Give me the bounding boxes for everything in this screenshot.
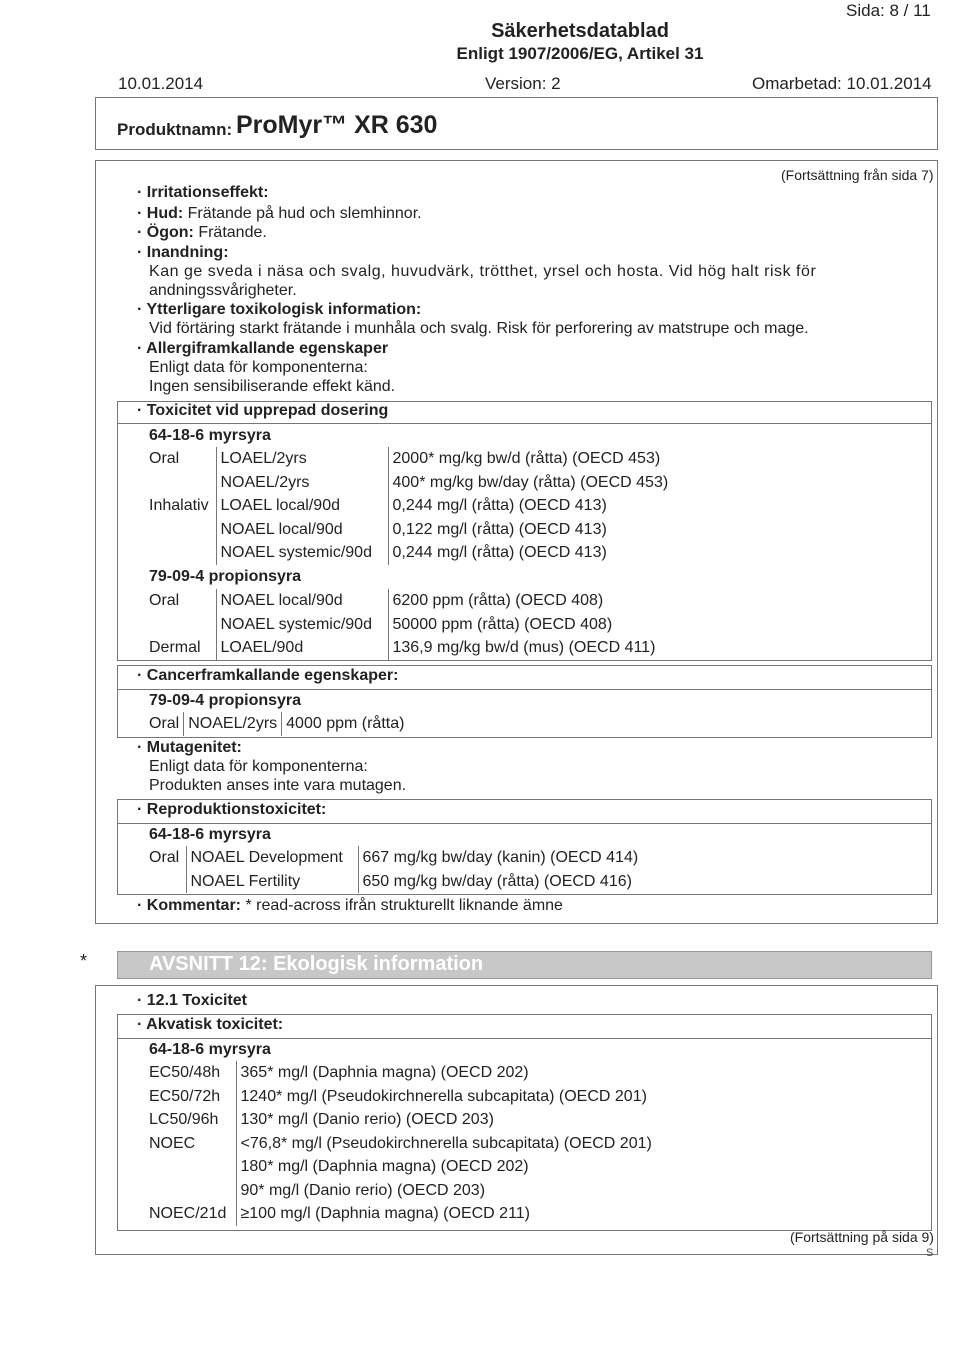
table-row — [145, 518, 688, 542]
table-row — [145, 471, 688, 495]
table-row — [145, 870, 678, 894]
route: Oral — [149, 592, 180, 609]
irritation-label: · Irritationseffekt: — [137, 184, 269, 201]
repeated-dose-table-2 — [145, 589, 688, 660]
section-12-title: AVSNITT 12: Ekologisk information — [149, 953, 484, 975]
revision-marker: * — [80, 951, 88, 971]
reproductive-table — [145, 846, 678, 893]
mutagenicity-line-2: Produkten anses inte vara mutagen. — [149, 777, 407, 794]
table-row — [145, 1085, 696, 1109]
table-row — [145, 1179, 696, 1203]
endpoint: NOAEL Fertility — [186, 870, 358, 894]
value: 365* mg/l (Daphnia magna) (OECD 202) — [236, 1061, 696, 1085]
inhalation-label: · Inandning: — [137, 244, 229, 261]
eyes-label: · Ögon: — [137, 224, 194, 241]
mutagenicity-line-1: Enligt data för komponenterna: — [149, 758, 368, 775]
skin-text: Frätande på hud och slemhinnor. — [183, 205, 422, 222]
continued-from: (Fortsättning från sida 7) — [781, 167, 934, 183]
comment-entry — [137, 897, 563, 915]
route — [145, 518, 216, 542]
page-number: Sida: 8 / 11 — [846, 1, 931, 20]
value: 400* mg/kg bw/day (råtta) (OECD 453) — [388, 471, 688, 495]
toxicity-subheading: · 12.1 Toxicitet — [137, 992, 247, 1009]
value: 136,9 mg/kg bw/d (mus) (OECD 411) — [388, 636, 688, 660]
comment-text: * read-across ifrån strukturellt liknande ämne — [241, 897, 563, 914]
divider — [117, 423, 932, 424]
product-name: ProMyr™ XR 630 — [236, 111, 438, 139]
inhalation-line-2: andningssvårigheter. — [149, 282, 297, 299]
substance-propionic-acid: 79-09-4 propionsyra — [149, 568, 302, 585]
divider — [117, 689, 932, 690]
table-row — [145, 1202, 696, 1226]
endpoint: NOAEL/2yrs — [216, 471, 388, 495]
endpoint: LOAEL/90d — [216, 636, 388, 660]
endpoint: NOAEL Development — [186, 846, 358, 870]
footer-mark: S — [926, 1247, 934, 1259]
value: 6200 ppm (råtta) (OECD 408) — [388, 589, 688, 613]
divider — [117, 823, 932, 824]
table-row — [145, 1061, 696, 1085]
value: 2000* mg/kg bw/d (råtta) (OECD 453) — [388, 447, 688, 471]
route — [145, 541, 216, 565]
route: Oral — [149, 450, 180, 467]
version: Version: 2 — [485, 74, 561, 93]
endpoint: NOEC — [149, 1134, 196, 1152]
table-row — [145, 589, 688, 613]
substance-formic-acid: 64-18-6 myrsyra — [149, 1041, 271, 1058]
table-row — [145, 712, 408, 736]
continued-to: (Fortsättning på sida 9) — [790, 1229, 934, 1245]
aquatic-label: · Akvatisk toxicitet: — [137, 1016, 284, 1033]
document-regulation: Enligt 1907/2006/EG, Artikel 31 — [456, 44, 704, 63]
reproductive-label: · Reproduktionstoxicitet: — [137, 801, 327, 818]
further-tox-label: · Ytterligare toxikologisk information: — [137, 301, 422, 318]
table-row — [145, 613, 688, 637]
comment-label: · Kommentar: — [137, 897, 242, 914]
value: 1240* mg/l (Pseudokirchnerella subcapitata) (OECD 201) — [236, 1085, 696, 1109]
endpoint — [145, 1155, 236, 1179]
endpoint: NOAEL local/90d — [216, 589, 388, 613]
allergy-line-1: Enligt data för komponenterna: — [149, 359, 368, 376]
eyes-text: Frätande. — [193, 224, 267, 241]
skin-label: · Hud: — [137, 205, 184, 222]
endpoint: EC50/48h — [149, 1064, 221, 1081]
repeated-dose-label: · Toxicitet vid upprepad dosering — [137, 402, 389, 419]
value: 4000 ppm (råtta) — [282, 712, 409, 736]
value: 50000 ppm (råtta) (OECD 408) — [388, 613, 688, 637]
skin-entry — [137, 205, 422, 223]
divider — [117, 1038, 932, 1039]
endpoint: NOAEL local/90d — [216, 518, 388, 542]
value: <76,8* mg/l (Pseudokirchnerella subcapitata) (OECD 201) — [236, 1132, 696, 1156]
endpoint: EC50/72h — [149, 1087, 221, 1105]
endpoint: LOAEL/2yrs — [216, 447, 388, 471]
section-12-header — [117, 951, 932, 979]
value: 650 mg/kg bw/day (råtta) (OECD 416) — [358, 870, 678, 894]
value: 0,122 mg/l (råtta) (OECD 413) — [388, 518, 688, 542]
allergy-line-2: Ingen sensibiliserande effekt känd. — [149, 378, 396, 395]
table-row — [145, 846, 678, 870]
table-row — [145, 447, 688, 471]
route: Dermal — [149, 639, 201, 656]
print-date: 10.01.2014 — [118, 74, 204, 93]
endpoint — [145, 1179, 236, 1203]
aquatic-table — [145, 1061, 696, 1226]
table-row — [145, 494, 688, 518]
table-row — [145, 1132, 696, 1156]
route: Oral — [149, 849, 180, 866]
route: Inhalativ — [149, 497, 209, 514]
endpoint: NOAEL systemic/90d — [216, 613, 388, 637]
inhalation-line-1: Kan ge sveda i näsa och svalg, huvudvärk, trötthet, yrsel och hosta. Vid hög halt risk för — [149, 263, 817, 280]
route — [145, 613, 216, 637]
allergy-label: · Allergiframkallande egenskaper — [137, 340, 389, 357]
substance-formic-acid: 64-18-6 myrsyra — [149, 826, 271, 843]
table-row — [145, 1155, 696, 1179]
table-row — [145, 636, 688, 660]
value: 130* mg/l (Danio rerio) (OECD 203) — [236, 1108, 696, 1132]
repeated-dose-table-1 — [145, 447, 688, 565]
value: ≥100 mg/l (Daphnia magna) (OECD 211) — [236, 1202, 696, 1226]
mutagenicity-label: · Mutagenitet: — [137, 739, 242, 756]
further-tox-text: Vid förtäring starkt frätande i munhåla och svalg. Risk för perforering av matstrupe och mage. — [149, 320, 809, 337]
substance-propionic-acid: 79-09-4 propionsyra — [149, 692, 302, 709]
route — [145, 870, 186, 894]
route — [145, 471, 216, 495]
table-row — [145, 541, 688, 565]
revision-date: Omarbetad: 10.01.2014 — [752, 74, 932, 93]
eyes-entry — [137, 224, 267, 242]
value: 180* mg/l (Daphnia magna) (OECD 202) — [236, 1155, 696, 1179]
carcinogenic-label: · Cancerframkallande egenskaper: — [137, 667, 399, 684]
value: 0,244 mg/l (råtta) (OECD 413) — [388, 494, 688, 518]
endpoint: NOAEL/2yrs — [184, 712, 282, 736]
value: 0,244 mg/l (råtta) (OECD 413) — [388, 541, 688, 565]
carcinogenic-table — [145, 712, 408, 736]
substance-formic-acid: 64-18-6 myrsyra — [149, 427, 271, 444]
product-label: Produktnamn: — [117, 120, 233, 139]
endpoint: LC50/96h — [149, 1111, 219, 1128]
endpoint: NOAEL systemic/90d — [216, 541, 388, 565]
document-title: Säkerhetsdatablad — [491, 20, 669, 42]
route: Oral — [149, 715, 180, 732]
endpoint: NOEC/21d — [149, 1205, 227, 1222]
value: 90* mg/l (Danio rerio) (OECD 203) — [236, 1179, 696, 1203]
endpoint: LOAEL local/90d — [216, 494, 388, 518]
value: 667 mg/kg bw/day (kanin) (OECD 414) — [358, 846, 678, 870]
table-row — [145, 1108, 696, 1132]
